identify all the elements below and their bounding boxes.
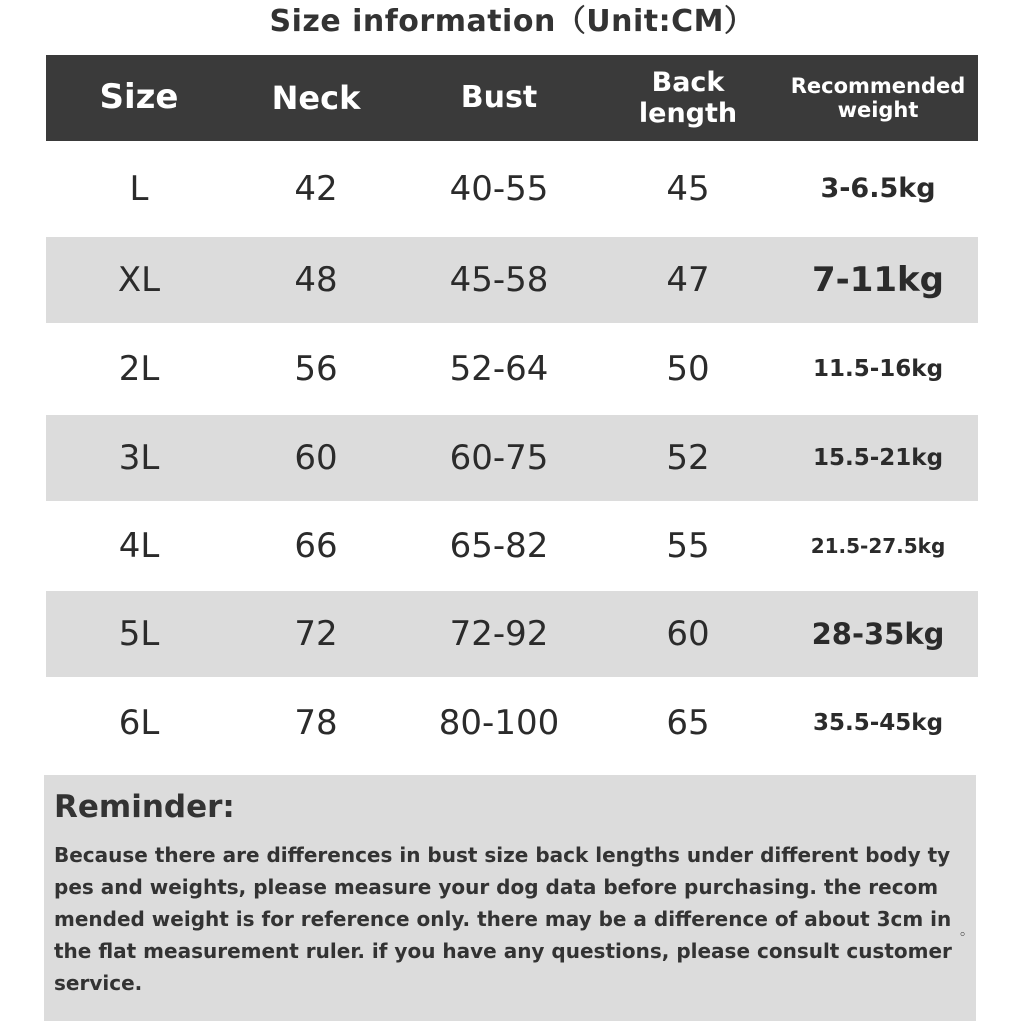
cell-size: XL bbox=[117, 260, 161, 300]
cell-back-length: 60 bbox=[666, 614, 710, 654]
cell-bust: 72-92 bbox=[449, 614, 549, 654]
header-size: Size bbox=[99, 77, 179, 118]
cell-neck: 48 bbox=[294, 260, 338, 300]
cell-bust: 52-64 bbox=[449, 349, 549, 389]
table-row bbox=[46, 141, 978, 237]
table-header bbox=[46, 55, 978, 141]
cell-neck: 72 bbox=[294, 614, 338, 654]
cell-weight: 15.5-21kg bbox=[812, 444, 944, 471]
table-row bbox=[46, 591, 978, 677]
page-title: Size information（Unit:CM） bbox=[269, 4, 755, 39]
cell-back-length: 65 bbox=[666, 703, 710, 743]
cell-neck: 78 bbox=[294, 703, 338, 743]
header-back-length: Back length bbox=[638, 66, 738, 129]
cell-bust: 40-55 bbox=[449, 169, 549, 209]
table-row bbox=[46, 323, 978, 415]
cell-neck: 56 bbox=[294, 349, 338, 389]
cell-size: 6L bbox=[118, 703, 160, 743]
cell-size: 4L bbox=[118, 526, 160, 566]
cell-bust: 80-100 bbox=[438, 703, 560, 743]
reminder-box bbox=[44, 775, 976, 1021]
table-row bbox=[46, 415, 978, 501]
size-table bbox=[46, 55, 978, 769]
cell-back-length: 52 bbox=[666, 438, 710, 478]
cell-weight: 7-11kg bbox=[811, 259, 945, 300]
cell-weight: 3-6.5kg bbox=[820, 173, 936, 205]
cell-bust: 45-58 bbox=[449, 260, 549, 300]
reminder-mark: 。 bbox=[960, 923, 974, 939]
cell-neck: 66 bbox=[294, 526, 338, 566]
cell-back-length: 50 bbox=[666, 349, 710, 389]
cell-bust: 65-82 bbox=[449, 526, 549, 566]
cell-weight: 28-35kg bbox=[811, 616, 945, 651]
header-bust: Bust bbox=[460, 79, 538, 115]
cell-weight: 21.5-27.5kg bbox=[810, 533, 946, 558]
cell-back-length: 45 bbox=[666, 169, 710, 209]
cell-size: 3L bbox=[118, 438, 160, 478]
cell-weight: 35.5-45kg bbox=[812, 709, 944, 736]
cell-weight: 11.5-16kg bbox=[812, 355, 944, 382]
cell-size: L bbox=[129, 169, 149, 209]
cell-size: 2L bbox=[118, 349, 160, 389]
table-row bbox=[46, 237, 978, 323]
header-neck: Neck bbox=[271, 78, 361, 117]
cell-back-length: 55 bbox=[666, 526, 710, 566]
cell-size: 5L bbox=[118, 614, 160, 654]
header-recommended-weight: Recommended weight bbox=[790, 73, 966, 122]
table-row bbox=[46, 501, 978, 591]
reminder-title: Reminder: bbox=[54, 789, 235, 825]
cell-back-length: 47 bbox=[666, 260, 710, 300]
cell-neck: 60 bbox=[294, 438, 338, 478]
table-row bbox=[46, 677, 978, 769]
cell-bust: 60-75 bbox=[449, 438, 549, 478]
cell-neck: 42 bbox=[294, 169, 338, 209]
reminder-text: Because there are differences in bust size back lengths under different body types and weights, please measure your dog data before purchasing. the recommended weight is for reference only. there may be a difference of about 3cm in the flat measurement ruler. if you have any questions, please consult customer service. bbox=[54, 843, 952, 995]
